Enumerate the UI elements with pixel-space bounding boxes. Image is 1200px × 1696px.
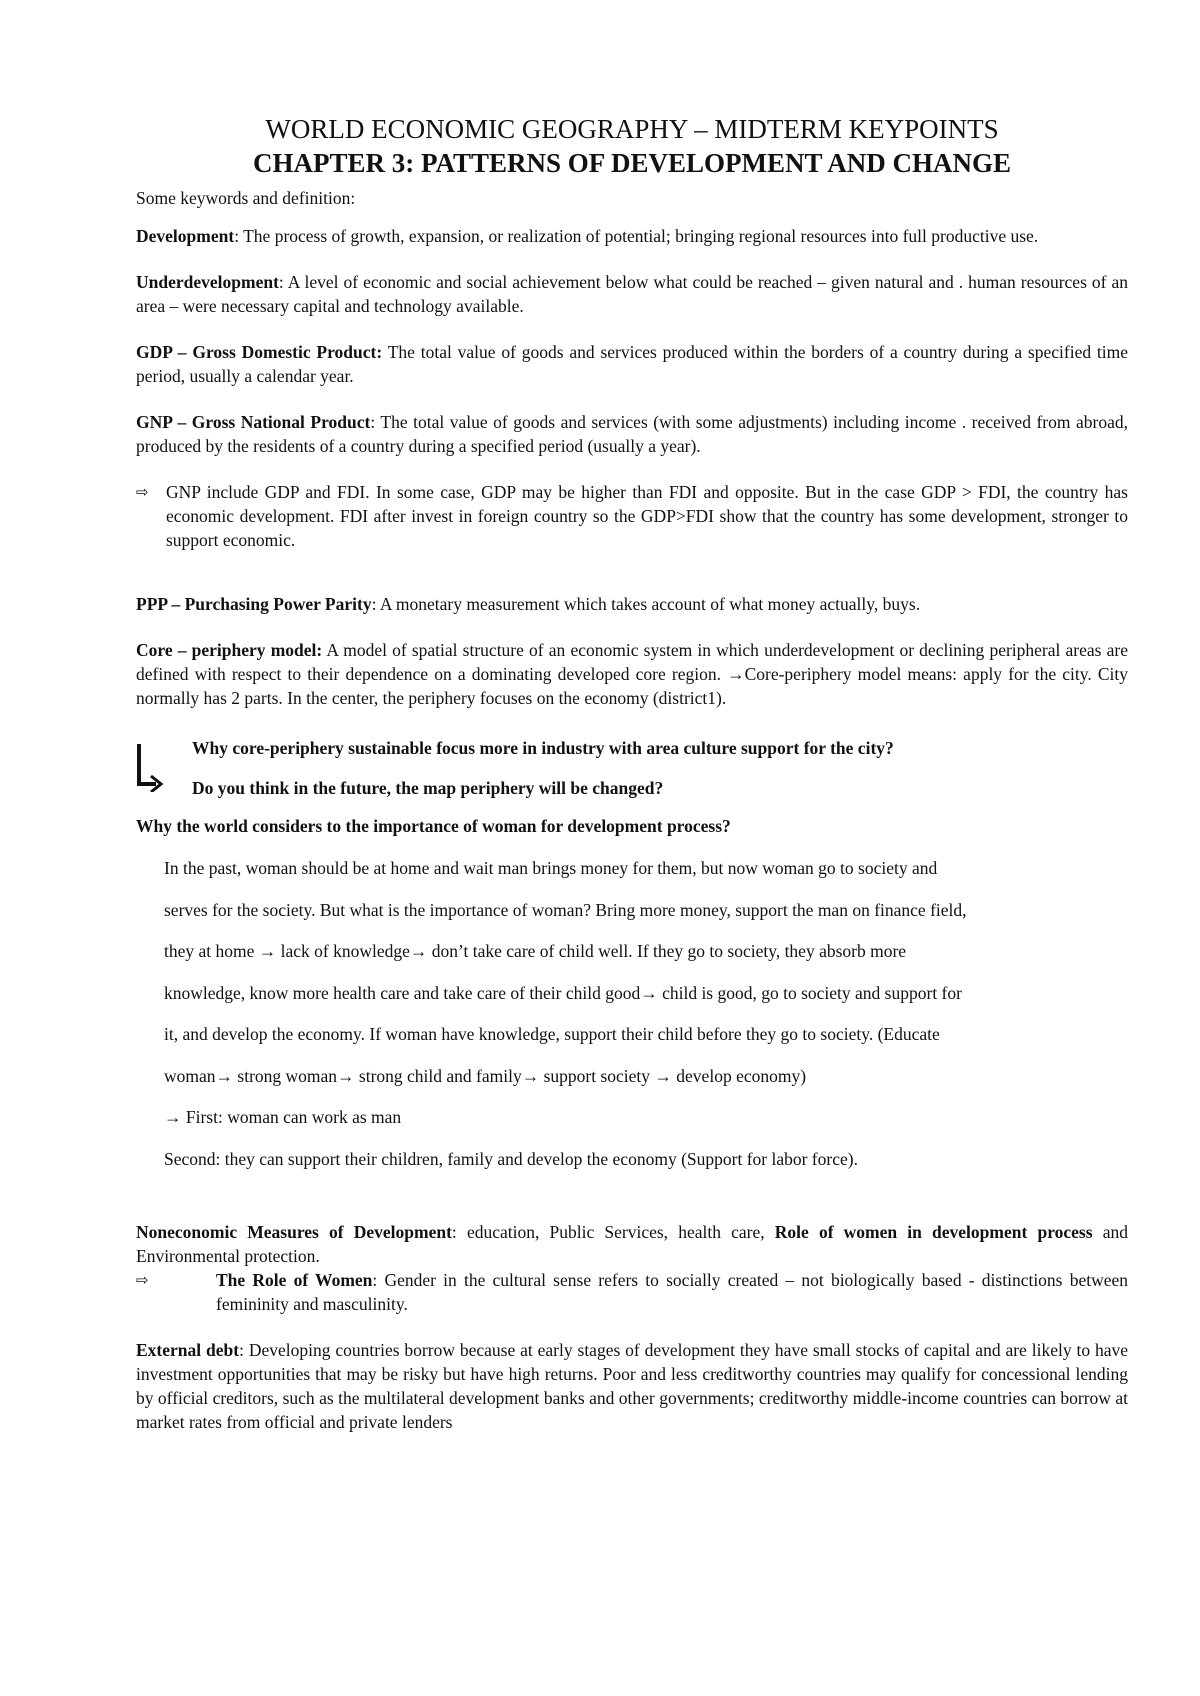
term-gnp: GNP – Gross National Product — [136, 412, 371, 432]
gdp-definition — [136, 340, 1128, 388]
underdevelopment-definition — [136, 270, 1128, 318]
answer-line: knowledge, know more health care and take care of their child good→ child is good, go to society and support for — [164, 982, 962, 1003]
gnp-note-text: GNP include GDP and FDI. In some case, GDP may be higher than FDI and opposite. But in the case GDP > FDI, the country has economic development. FDI after invest in foreign country so the GDP>FDI show that the country has some development, stronger to support economic. — [166, 482, 1128, 550]
question-block — [136, 728, 1128, 808]
answer-line: woman→ strong woman→ strong child and family→ support society → develop economy) — [164, 1065, 807, 1086]
question-2: Do you think in the future, the map periphery will be changed? — [192, 778, 664, 798]
underdevelopment-text: : A level of economic and social achievement below what could be reached – given natural and . human resources of an area – were necessary capital and technology available. — [136, 272, 1128, 316]
question-1: Why core-periphery sustainable focus more in industry with area culture support for the city? — [192, 738, 894, 758]
noneconomic-text-1: : education, Public Services, health care, — [451, 1222, 775, 1242]
noneconomic-definition — [136, 1220, 1128, 1268]
intro-line: Some keywords and definition: — [136, 188, 356, 208]
gnp-text: : The total value of goods and services (with some adjustments) including income . received from abroad, produced by the residents of a country during a specified period (usually a year). — [136, 412, 1128, 456]
answer-block — [136, 848, 1128, 1180]
term-development: Development — [136, 226, 235, 246]
arrow-outline-icon: ⇨ — [136, 1271, 149, 1289]
question-3: Why the world considers to the importance of woman for development process? — [136, 816, 731, 836]
core-periphery-text: A model of spatial structure of an economic system in which underdevelopment or declining peripheral areas are defined with respect to their dependence on a dominating developed core region. →Core-periphery model means: apply for the city. City normally has 2 parts. In the center, the periphery focuses on the economy (district1). — [136, 640, 1128, 708]
ppp-definition — [136, 592, 1128, 616]
gnp-definition — [136, 410, 1128, 458]
bent-arrow-icon — [136, 742, 164, 792]
term-underdevelopment: Underdevelopment — [136, 272, 279, 292]
answer-line: it, and develop the economy. If woman have knowledge, support their child before they go to society. (Educate — [164, 1024, 940, 1044]
answer-line: In the past, woman should be at home and wait man brings money for them, but now woman go to society and — [164, 858, 938, 878]
answer-line: → First: woman can work as man — [164, 1107, 402, 1127]
development-definition — [136, 224, 1128, 248]
answer-line: they at home → lack of knowledge→ don’t take care of child well. If they go to society, they absorb more — [164, 941, 907, 961]
document-title: WORLD ECONOMIC GEOGRAPHY – MIDTERM KEYPOINTS — [265, 114, 999, 144]
noneconomic-text-2: and Environmental protection. — [136, 1222, 1128, 1266]
term-core-periphery: Core – periphery model: — [136, 640, 323, 660]
development-text: : The process of growth, expansion, or realization of potential; bringing regional resources into full productive use. — [234, 226, 1039, 246]
ppp-text: : A monetary measurement which takes account of what money actually, buys. — [371, 594, 921, 614]
gnp-note — [136, 480, 1128, 552]
answer-line: Second: they can support their children, family and develop the economy (Support for labor force). — [164, 1148, 858, 1169]
term-role-of-women: The Role of Women — [216, 1270, 373, 1290]
term-ppp: PPP – Purchasing Power Parity — [136, 594, 372, 614]
role-of-women-text-wrap — [216, 1268, 1128, 1316]
term-gdp: GDP – Gross Domestic Product: — [136, 342, 383, 362]
arrow-outline-icon: ⇨ — [136, 483, 149, 501]
answer-line: serves for the society. But what is the importance of woman? Bring more money, support the man on finance field, — [164, 899, 967, 920]
term-noneconomic: Noneconomic Measures of Development — [136, 1222, 452, 1242]
gdp-text: The total value of goods and services produced within the borders of a country during a specified time period, usually a calendar year. — [136, 342, 1129, 386]
role-of-women-note — [136, 1268, 1128, 1316]
role-of-women-text: : Gender in the cultural sense refers to socially created – not biologically based - distinctions between femininity and masculinity. — [216, 1270, 1128, 1314]
chapter-heading: CHAPTER 3: PATTERNS OF DEVELOPMENT AND CHANGE — [252, 148, 1012, 178]
external-debt-definition — [136, 1338, 1128, 1434]
term-external-debt: External debt — [136, 1340, 240, 1360]
external-debt-text: : Developing countries borrow because at early stages of development they have small stocks of capital and are likely to have investment opportunities that may be risky but have high returns. Poor and less creditworthy countries may qualify for concessional lending by official creditors, such as the multilateral development banks and other governments; creditworthy middle-income countries can borrow at market rates from official and private lenders — [136, 1340, 1128, 1432]
document-body — [136, 112, 1128, 1434]
noneconomic-bold-phrase: Role of women in development process — [774, 1222, 1093, 1242]
core-periphery-definition — [136, 638, 1128, 710]
